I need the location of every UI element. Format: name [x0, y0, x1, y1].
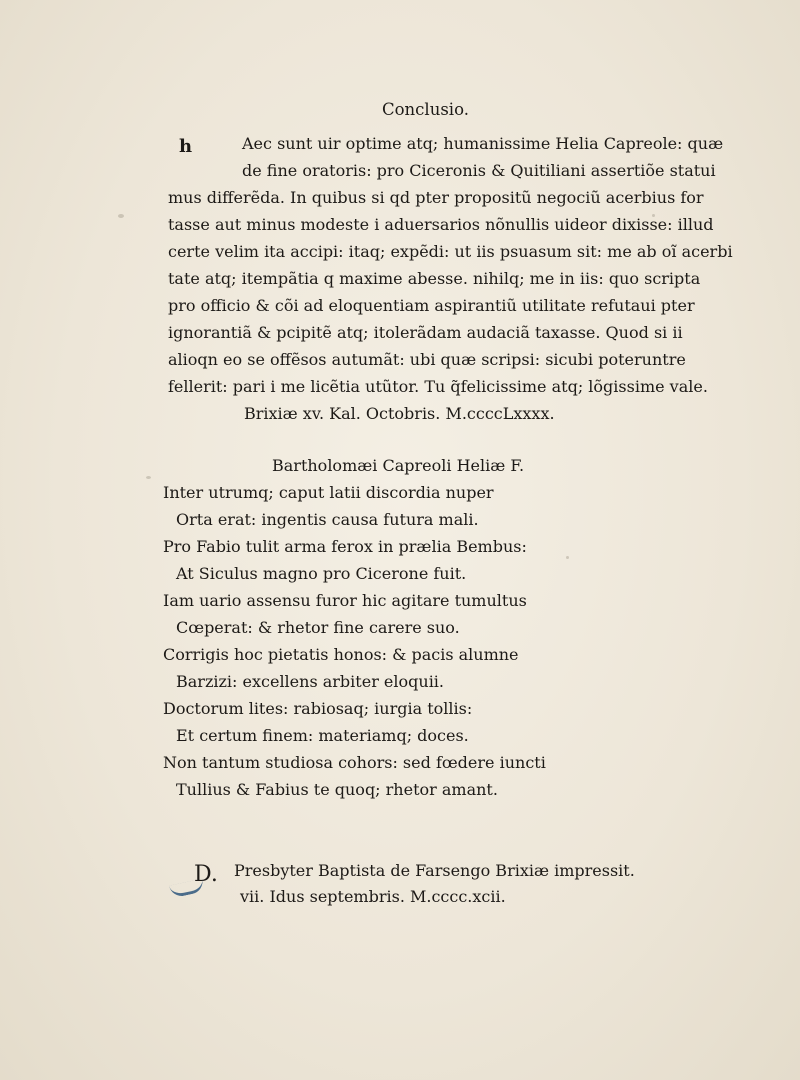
prose-line: ignorantiã & pcipitẽ atq; itolerãdam audaciã taxasse. Quod si ii [168, 323, 683, 342]
prose-line: mus differẽda. In quibus si qd pter propositũ negociũ acerbius for [168, 188, 704, 207]
poem-line: Iam uario assensu furor hic agitare tumultus [163, 591, 527, 610]
paper-speck [118, 214, 124, 218]
poem-title: Bartholomæi Capreoli Heliæ F. [272, 456, 525, 475]
printer-date: vii. Idus septembris. M.cccc.xcii. [240, 887, 506, 906]
poem-line: Doctorum lites: rabiosaq; iurgia tollis: [163, 699, 473, 718]
poem-line: Orta erat: ingentis causa futura mali. [176, 510, 479, 529]
poem-line: At Siculus magno pro Cicerone fuit. [176, 564, 467, 583]
prose-line: Aec sunt uir optime atq; humanissime Helia Capreole: quæ [242, 134, 724, 153]
printer-initial: D. [194, 862, 218, 887]
poem-line: Inter utrumq; caput latii discordia nuper [163, 483, 494, 502]
poem-line: Pro Fabio tulit arma ferox in prælia Bembus: [163, 537, 527, 556]
prose-line: certe velim ita accipi: itaq; expẽdi: ut iis psuasum sit: me ab oĩ acerbi [168, 242, 733, 261]
poem-line: Non tantum studiosa cohors: sed fœdere iuncti [163, 753, 546, 772]
guide-letter: h [179, 136, 193, 157]
prose-line: pro officio & cõi ad eloquentiam aspirantiũ utilitate refutaui pter [168, 296, 695, 315]
poem-line: Tullius & Fabius te quoq; rhetor amant. [176, 780, 498, 799]
poem-line: Barzizi: excellens arbiter eloquii. [176, 672, 445, 691]
paper-speck [566, 556, 569, 559]
prose-line: alioqn eo se offẽsos autumãt: ubi quæ scripsi: sicubi poteruntre [168, 350, 686, 369]
printer-line: Presbyter Baptista de Farsengo Brixiæ impressit. [234, 861, 635, 880]
prose-line: de fine oratoris: pro Ciceronis & Quitiliani assertiõe statui [242, 161, 716, 180]
prose-line: tasse aut minus modeste i aduersarios nõnullis uideor dixisse: illud [168, 215, 714, 234]
poem-line: Corrigis hoc pietatis honos: & pacis alumne [163, 645, 519, 664]
poem-line: Et certum finem: materiamq; doces. [176, 726, 469, 745]
ink-flourish-icon [169, 879, 205, 899]
prose-line: fellerit: pari i me licẽtia utũtor. Tu q̃felicissime atq; lõgissime vale. [168, 377, 708, 396]
section-heading: Conclusio. [382, 100, 469, 119]
poem-line: Cœperat: & rhetor fine carere suo. [176, 618, 460, 637]
colophon-date: Brixiæ xv. Kal. Octobris. M.ccccLxxxx. [244, 404, 555, 423]
paper-speck [146, 476, 151, 479]
prose-line: tate atq; itempãtia q maxime abesse. nihilq; me in iis: quo scripta [168, 269, 701, 288]
paper-speck [652, 214, 655, 217]
